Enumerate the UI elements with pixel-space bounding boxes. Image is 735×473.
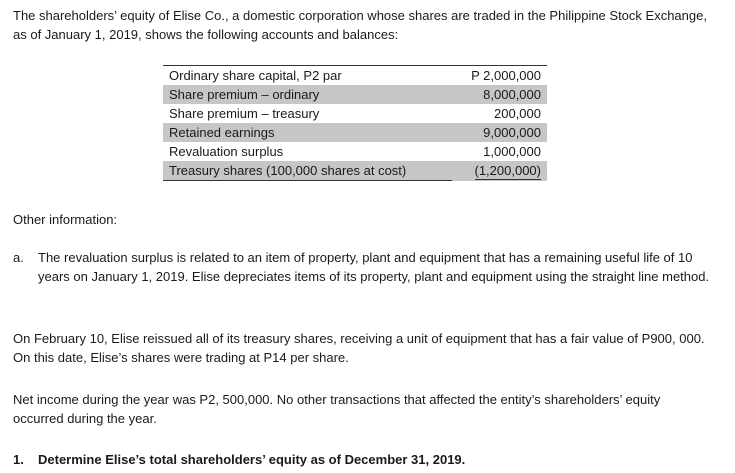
account-amount: 9,000,000 (452, 123, 547, 142)
list-marker: a. (13, 250, 24, 265)
account-name: Share premium – treasury (169, 106, 320, 121)
account-name: Share premium – ordinary (163, 85, 452, 104)
account-amount: P 2,000,000 (452, 66, 547, 86)
account-amount: 8,000,000 (452, 85, 547, 104)
table-row (163, 123, 547, 142)
other-information-heading: Other information: (13, 212, 118, 227)
table-row (163, 161, 547, 181)
account-name: Revaluation surplus (169, 144, 284, 159)
account-name: Ordinary share capital, P2 par (163, 66, 452, 86)
table-row (163, 85, 547, 104)
question-text: Determine Elise’s total shareholders’ equity as of December 31, 2019. (38, 452, 466, 467)
account-amount: (1,200,000) (474, 163, 541, 179)
account-name: Treasury shares (100,000 shares at cost) (163, 161, 452, 181)
question (13, 450, 465, 469)
list-item-text: The revaluation surplus is related to an item of property, plant and equipment that has a remaining useful life of 10 years on January 1, 2019. Elise depreciates items of its property, plant and equipment using the straight line method. (38, 250, 710, 284)
account-amount: 200,000 (494, 106, 541, 121)
account-name: Retained earnings (163, 123, 452, 142)
table-row (163, 104, 547, 123)
question-number: 1. (13, 452, 24, 467)
table-row (163, 142, 547, 161)
equity-accounts-table (163, 65, 547, 181)
table-row (163, 66, 547, 86)
intro-paragraph: The shareholders’ equity of Elise Co., a domestic corporation whose shares are traded in the Philippine Stock Exchange, as of January 1, 2019, shows the following accounts and balances: (13, 8, 707, 42)
account-amount: 1,000,000 (483, 144, 541, 159)
list-item (13, 248, 713, 286)
account-amount-cell (452, 161, 547, 181)
net-income-paragraph: Net income during the year was P2, 500,000. No other transactions that affected the entity’s shareholders’ equity occurred during the year. (13, 392, 661, 426)
treasury-reissue-paragraph: On February 10, Elise reissued all of its treasury shares, receiving a unit of equipment that has a fair value of P900, 000. On this date, Elise’s shares were trading at P14 per share. (13, 331, 705, 365)
